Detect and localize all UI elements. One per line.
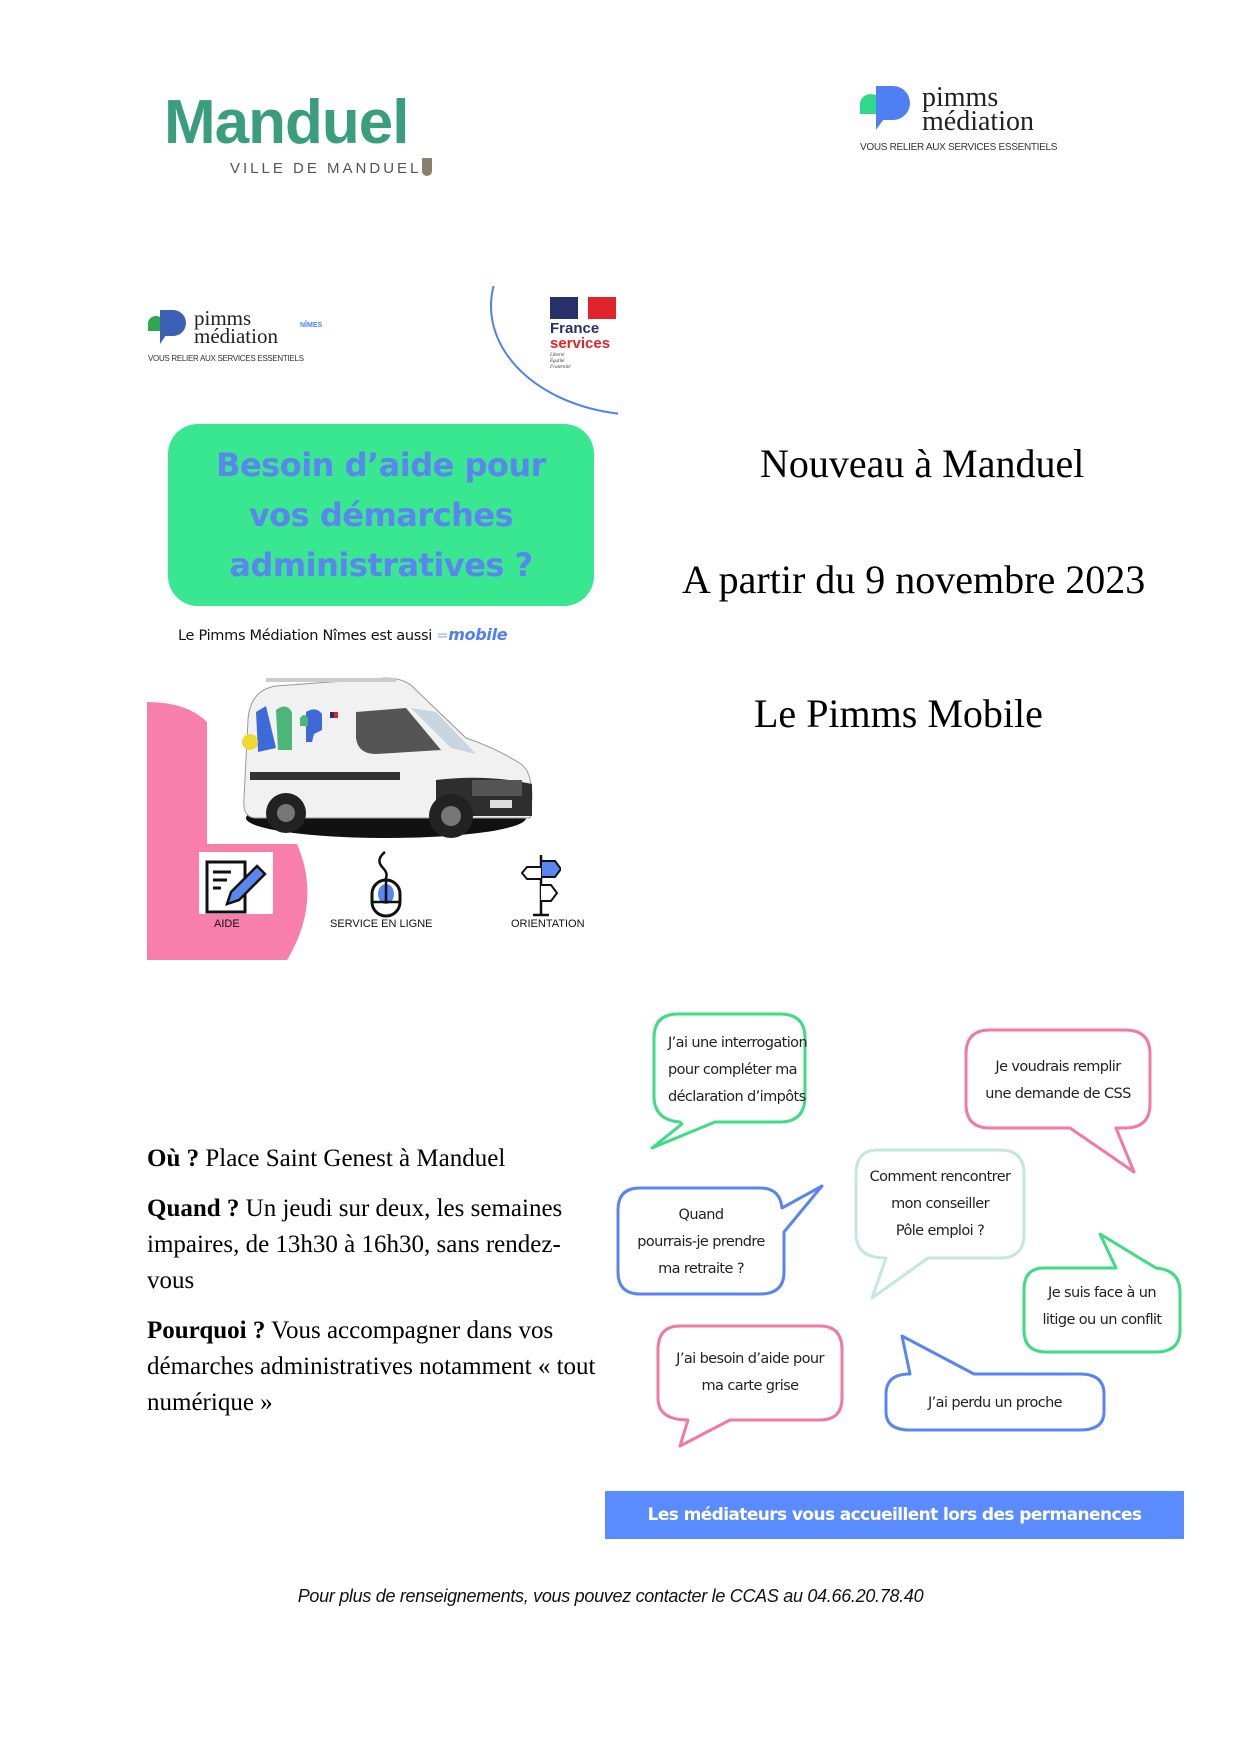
pimms-mediation-logo <box>860 82 1080 162</box>
permanences-banner: Les médiateurs vous accueillent lors des permanences <box>605 1491 1184 1539</box>
pimms-speech-bubble-icon <box>148 310 190 348</box>
speech-bubbles <box>600 1000 1241 1480</box>
computer-mouse-icon <box>365 850 407 918</box>
info-block <box>147 1141 597 1435</box>
manduel-wordmark: Manduel <box>164 88 409 157</box>
service-label-orientation: ORIENTATION <box>511 918 585 930</box>
info-when: Quand ? Un jeudi sur deux, les semaines impaires, de 13h30 à 16h30, sans rendez-vous <box>147 1195 563 1294</box>
mobile-tagline: Le Pimms Médiation Nîmes est aussi =mobile <box>178 625 508 644</box>
heading-pimms-mobile: Le Pimms Mobile <box>754 691 1043 736</box>
bubble-css: Je voudrais remplir une demande de CSS <box>985 1059 1131 1102</box>
info-why: Pourquoi ? Vous accompagner dans vos démarches administratives notamment « tout numérique » <box>147 1317 596 1416</box>
pimms-nimes-logo <box>148 306 348 366</box>
bubble-pole-emploi: Comment rencontrer mon conseiller Pôle emploi ? <box>869 1169 1011 1239</box>
bubble-proche: J’ai perdu un proche <box>927 1395 1063 1411</box>
pimms-wordmark: pimms médiation <box>194 306 278 348</box>
form-pen-icon <box>205 858 271 916</box>
pimms-tagline: VOUS RELIER AUX SERVICES ESSENTIELS <box>148 354 304 363</box>
bubble-carte-grise: J’ai besoin d’aide pour ma carte grise <box>676 1351 824 1394</box>
marianne-flag-icon <box>550 297 616 319</box>
signpost-icon <box>521 853 561 917</box>
mobile-highlight: mobile <box>448 625 508 644</box>
france-services-logo: France services Liberté Égalité Fraternité <box>550 297 620 377</box>
headline-box <box>168 424 594 606</box>
heading-date: A partir du 9 novembre 2023 <box>682 557 1146 602</box>
service-label-aide: AIDE <box>214 918 240 930</box>
pimms-city: NÎMES <box>300 322 323 329</box>
headline: Besoin d’aide pour vos démarches administratives ? <box>216 446 546 584</box>
heading-nouveau: Nouveau à Manduel <box>760 441 1085 486</box>
bubble-retraite: Quand pourrais-je prendre ma retraite ? <box>637 1207 765 1277</box>
bubble-litige: Je suis face à un litige ou un conflit <box>1042 1285 1162 1328</box>
pimms-wordmark: pimms médiation <box>922 82 1034 137</box>
republic-motto: Liberté Égalité Fraternité <box>550 353 571 370</box>
manduel-subtitle: VILLE DE MANDUEL <box>230 160 422 177</box>
crest-icon <box>422 158 432 176</box>
info-where: Où ? Place Saint Genest à Manduel <box>147 1145 506 1172</box>
pimms-tagline: VOUS RELIER AUX SERVICES ESSENTIELS <box>860 142 1058 153</box>
contact-footer: Pour plus de renseignements, vous pouvez contacter le CCAS au 04.66.20.78.40 <box>297 1586 924 1606</box>
pimms-van-illustration <box>236 668 536 848</box>
bubble-impots: J’ai une interrogation pour compléter ma déclaration d’impôts <box>668 1035 808 1105</box>
manduel-logo <box>160 86 440 186</box>
pimms-speech-bubble-icon <box>860 86 916 136</box>
service-label-en-ligne: SERVICE EN LIGNE <box>330 918 433 930</box>
